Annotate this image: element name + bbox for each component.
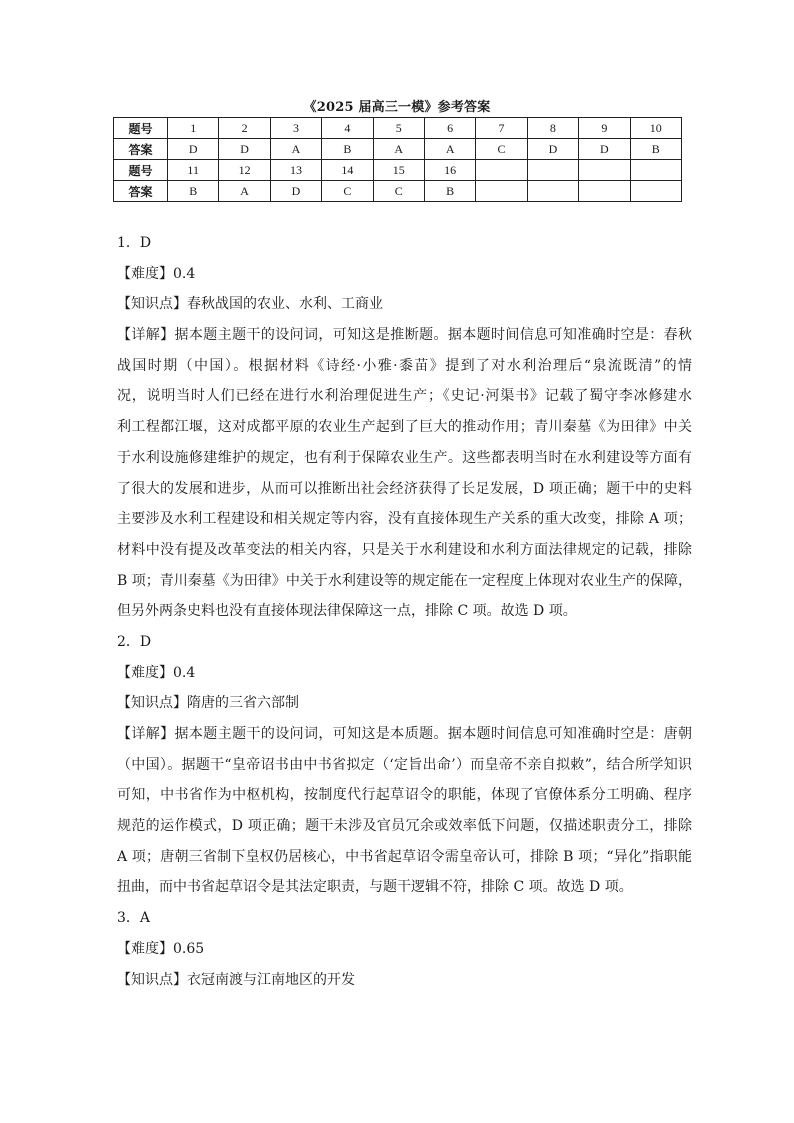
table-cell: 9 <box>579 118 630 139</box>
text-line: 扭曲，而中书省起草诏令是其法定职责，与题干逻辑不符，排除 C 项。故选 D 项。 <box>117 879 633 896</box>
text-line: （中国）。据题干“皇帝诏书由中书省拟定（‘定旨出命’）而皇帝不亲自拟敕”，结合所学知识 <box>117 756 692 773</box>
text-line: 2．D <box>117 633 152 650</box>
table-cell: 2 <box>219 118 270 139</box>
table-cell: 11 <box>168 160 219 181</box>
text-line: 况，说明当时人们已经在进行水利治理促进生产；《史记·河渠书》记载了蜀守李冰修建水 <box>117 388 692 405</box>
text-line: 【知识点】隋唐的三省六部制 <box>117 695 299 712</box>
table-cell <box>476 160 527 181</box>
text-line: 【难度】0.4 <box>117 265 196 282</box>
table-cell: 10 <box>630 118 681 139</box>
text-line: 战国时期（中国）。根据材料《诗经·小雅·黍苗》提到了对水利治理后“泉流既清”的情 <box>117 357 692 374</box>
table-cell: A <box>424 139 475 160</box>
question-number-row <box>114 118 682 139</box>
text-line: B 项；青川秦墓《为田律》中关于水利建设等的规定能在一定程度上体现对农业生产的保障， <box>117 572 692 589</box>
text-line: 规范的运作模式，D 项正确；题干未涉及官员冗余或效率低下问题，仅描述职责分工，排除 <box>117 818 692 835</box>
table-cell: A <box>373 139 424 160</box>
table-cell: 16 <box>424 160 475 181</box>
text-line: 材料中没有提及改革变法的相关内容，只是关于水利建设和水利方面法律规定的记载，排除 <box>117 541 692 558</box>
text-line: 但另外两条史料也没有直接体现法律保障这一点，排除 C 项。故选 D 项。 <box>117 603 577 620</box>
text-line: 主要涉及水利工程建设和相关规定等内容，没有直接体现生产关系的重大改变，排除 A 项； <box>117 511 692 528</box>
table-cell <box>579 160 630 181</box>
table-cell: 15 <box>373 160 424 181</box>
page-title: 《2025 届高三一模》参考答案 <box>303 100 491 115</box>
table-cell: C <box>476 139 527 160</box>
text-line: 1．D <box>117 235 152 251</box>
text-line: 了很大的发展和进步，从而可以推断出社会经济获得了长足发展，D 项正确；题干中的史料 <box>117 480 692 497</box>
answer-row <box>114 181 682 202</box>
table-cell: 6 <box>424 118 475 139</box>
text-line: 利工程都江堰，这对成都平原的农业生产起到了巨大的推动作用；青川秦墓《为田律》中关 <box>117 419 692 436</box>
answer-explanations <box>117 228 692 995</box>
table-cell <box>527 181 578 202</box>
text-line: 可知，中书省作为中枢机构，按制度代行起草诏令的职能，体现了官僚体系分工明确、程序 <box>117 787 692 804</box>
row-header-cell: 答案 <box>114 139 168 160</box>
text-line: A 项；唐朝三省制下皇权仍居核心，中书省起草诏令需皇帝认可，排除 B 项；“异化”指职能 <box>117 848 692 865</box>
table-cell: 8 <box>527 118 578 139</box>
table-cell: D <box>270 181 321 202</box>
table-cell: 14 <box>322 160 373 181</box>
row-header-cell: 答案 <box>114 181 168 202</box>
table-cell: 5 <box>373 118 424 139</box>
table-cell <box>630 160 681 181</box>
text-line: 【知识点】春秋战国的农业、水利、工商业 <box>117 296 383 313</box>
table-cell: 3 <box>270 118 321 139</box>
row-header-cell: 题号 <box>114 118 168 139</box>
table-cell: 7 <box>476 118 527 139</box>
text-line: 【详解】据本题主题干的设问词，可知这是推断题。据本题时间信息可知准确时空是：春秋 <box>117 327 692 344</box>
text-line: 3．A <box>117 910 151 927</box>
text-line: 于水利设施修建维护的规定，也有利于保障农业生产。这些都表明当时在水利建设等方面有 <box>117 449 692 466</box>
text-line: 【难度】0.4 <box>117 664 196 681</box>
table-cell: B <box>424 181 475 202</box>
table-cell: B <box>168 181 219 202</box>
answer-row <box>114 139 682 160</box>
table-cell <box>527 160 578 181</box>
answer-table <box>113 117 682 202</box>
text-line: 【详解】据本题主题干的设问词，可知这是本质题。据本题时间信息可知准确时空是：唐朝 <box>117 726 692 742</box>
table-cell: 13 <box>270 160 321 181</box>
table-cell: D <box>219 139 270 160</box>
table-cell: D <box>579 139 630 160</box>
table-cell: C <box>373 181 424 202</box>
table-cell <box>579 181 630 202</box>
table-cell: 12 <box>219 160 270 181</box>
table-cell: 4 <box>322 118 373 139</box>
table-cell: A <box>270 139 321 160</box>
table-cell <box>630 181 681 202</box>
table-cell: A <box>219 181 270 202</box>
table-cell: B <box>630 139 681 160</box>
text-line: 【难度】0.65 <box>117 940 205 957</box>
table-cell: D <box>527 139 578 160</box>
table-cell <box>476 181 527 202</box>
table-cell: 1 <box>168 118 219 139</box>
table-cell: D <box>168 139 219 160</box>
row-header-cell: 题号 <box>114 160 168 181</box>
text-line: 【知识点】衣冠南渡与江南地区的开发 <box>117 971 355 988</box>
table-cell: B <box>322 139 373 160</box>
question-number-row <box>114 160 682 181</box>
table-cell: C <box>322 181 373 202</box>
